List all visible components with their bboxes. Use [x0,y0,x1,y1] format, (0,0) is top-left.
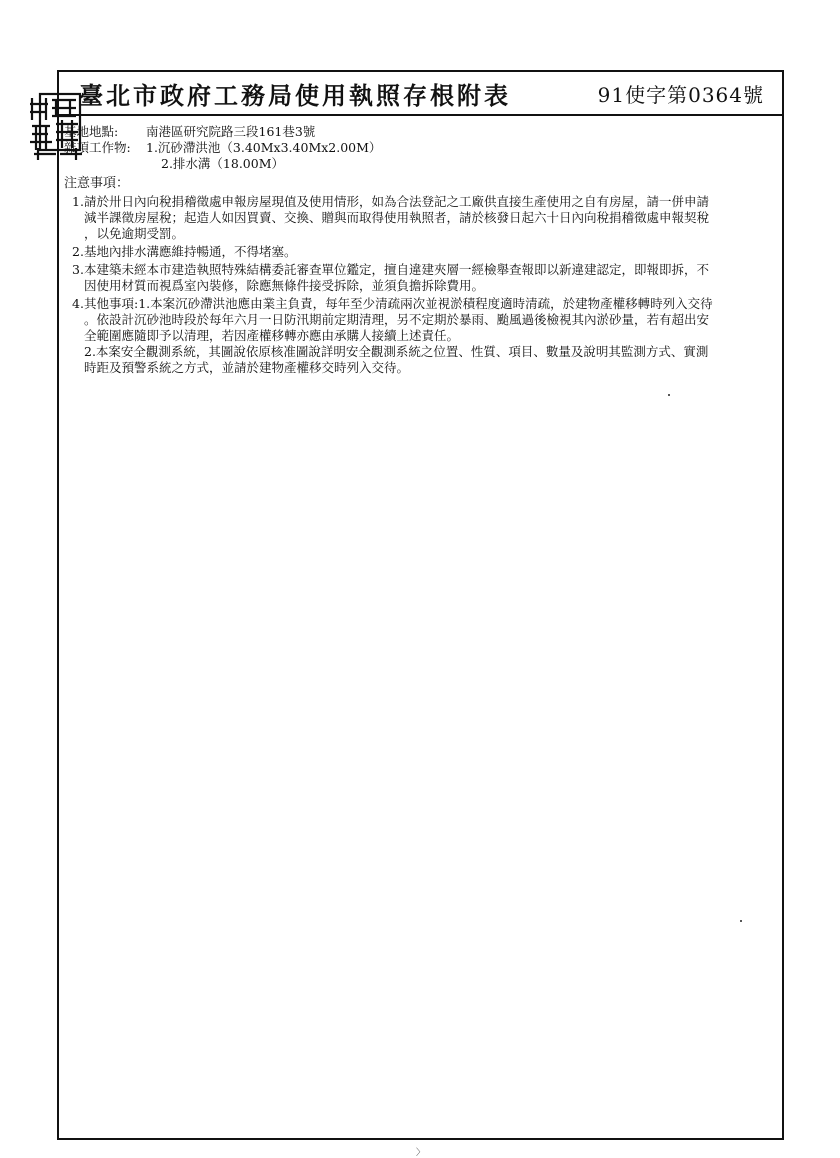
scan-speck [740,920,742,922]
footer-mark: 〉 [416,1148,426,1158]
note-line: 減半課徵房屋稅；起造人如因買賣、交換、贈與而取得使用執照者，請於核發日起六十日內向稅捐稽徵處申報契稅 [84,210,710,225]
scan-speck [668,394,670,396]
note-item [64,262,776,294]
note-line: 全範圍應隨即予以清理，若因產權移轉亦應由承購人接續上述責任。 [84,328,460,343]
address-row [64,124,776,140]
document-title: 臺北市政府工務局使用執照存根附表 [79,81,511,110]
document-number: 91使字第0364號 [597,83,764,107]
note-item [64,296,776,376]
note-line: 。依設計沉砂池時段於每年六月一日防汛期前定期清理，另不定期於暴雨、颱風過後檢視其內淤砂量，若有超出安 [84,312,710,327]
address-label: 基地地點: [64,124,119,139]
note-line: 本建築未經本市建造執照特殊結構委託審查單位鑑定，擅自違建夾層一經檢舉查報即以新違建認定，即報即拆，不 [84,262,710,277]
note-line: 其他事項:1.本案沉砂滯洪池應由業主負責，每年至少清疏兩次並視淤積程度適時清疏，於建物產權移轉時列入交待 [84,296,713,311]
works-label: 雜項工作物: [64,140,131,155]
document-content [64,124,776,376]
note-line: 2.本案安全觀測系統，其圖說依原核准圖說詳明安全觀測系統之位置、性質、項目、數量及說明其監測方式、實測 [84,344,709,359]
note-number: 4. [72,296,84,311]
address-value: 南港區研究院路三段161巷3號 [146,124,316,139]
note-number: 3. [72,262,84,277]
notes-heading: 注意事項： [64,176,130,191]
note-line: 時距及預警系統之方式，並請於建物產權移交時列入交待。 [84,360,410,375]
note-line: 因使用材質而視爲室內裝修，除應無條件接受拆除，並須負擔拆除費用。 [84,278,485,293]
note-number: 1. [72,194,84,209]
note-line: 基地內排水溝應維持暢通，不得堵塞。 [84,244,297,259]
note-line: ，以免逾期受罰。 [84,226,185,241]
note-item [64,194,776,242]
works-item: 2.排水溝（18.00M） [161,156,285,171]
note-line: 請於卅日內向稅捐稽徵處申報房屋現值及使用情形，如為合法登記之工廠供直接生產使用之自有房屋，請一併申請 [84,194,710,209]
title-row [57,70,784,116]
note-number: 2. [72,244,84,259]
works-item: 1.沉砂滯洪池（3.40Mx3.40Mx2.00M） [146,140,382,155]
note-item [64,244,776,260]
works-row [64,140,776,156]
works-row [64,156,776,172]
